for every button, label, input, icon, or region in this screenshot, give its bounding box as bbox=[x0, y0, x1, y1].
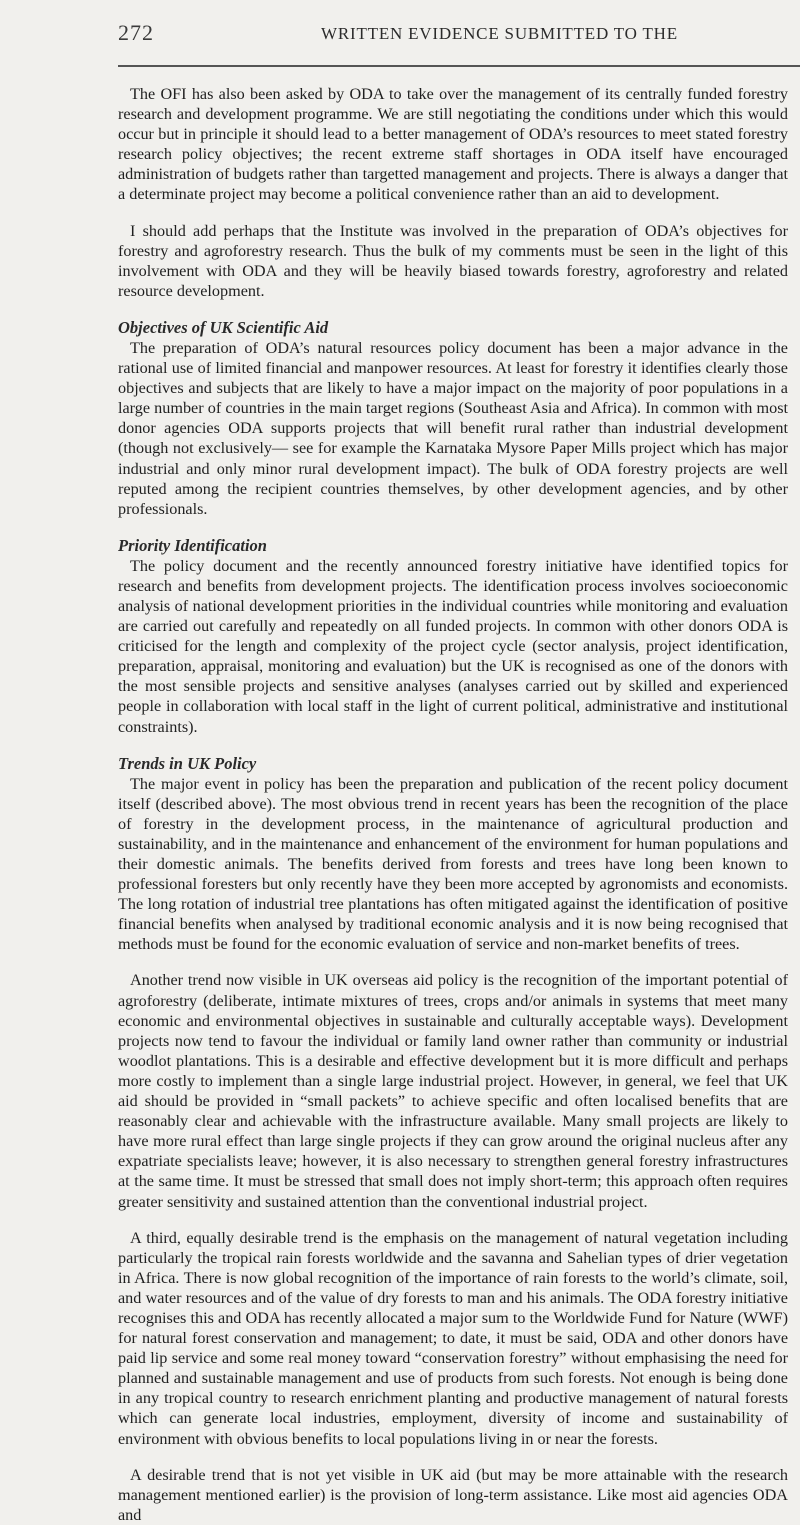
running-title: WRITTEN EVIDENCE SUBMITTED TO THE bbox=[321, 24, 678, 43]
paragraph: A desirable trend that is not yet visible in UK aid (but may be more attainable with the research management mentioned earlier) is the provision of long-term assistance. Like most aid agencies ODA and bbox=[118, 1465, 788, 1524]
paragraph: Another trend now visible in UK overseas aid policy is the recognition of the important potential of agroforestry (deliberate, intimate mixtures of trees, crops and/or animals in systems that meet many economic and environmental objectives in sustainable and culturally acceptable ways). Development projects now tend to favour the individual or family land owner rather than community or industrial woodlot plantations. This is a desirable and effective development but it is more difficult and perhaps more costly to implement than a single large industrial project. However, in general, we feel that UK aid should be provided in “small packets” to achieve specific and often localised benefits that are reasonably clear and achievable with the infrastructure available. Many small projects are likely to have more rural effect than large single projects if they can grow around the original nucleus after any expatriate specialists leave; however, it is also necessary to strengthen general forestry infrastructures at the same time. It must be stressed that small does not imply short-term; this approach often requires greater sensitivity and sustained attention than the conventional industrial project. bbox=[118, 971, 788, 1211]
paragraph-spacer bbox=[118, 1449, 788, 1465]
paragraph: A third, equally desirable trend is the emphasis on the management of natural vegetation including particularly the tropical rain forests worldwide and the savanna and Sahelian types of drier vegetation in Africa. There is now global recognition of the importance of rain forests to the world’s climate, soil, and water resources and of the value of dry forests to man and his animals. The ODA forestry initiative recognises this and ODA has recently allocated a major sum to the Worldwide Fund for Nature (WWF) for natural forest conservation and management; to date, it must be said, ODA and other donors have paid lip service and some real money toward “conservation forestry” without emphasising the need for planned and sustainable management and use of products from such forests. Not enough is being done in any tropical country to research enrichment planting and productive management of natural forests which can generate local industries, employment, diversity of income and sustainability of environment with obvious benefits to local populations living in or near the forests. bbox=[118, 1228, 788, 1448]
section-heading: Objectives of UK Scientific Aid bbox=[118, 317, 329, 337]
paragraph-spacer bbox=[118, 519, 788, 535]
paragraph: The preparation of ODA’s natural resources policy document has been a major advance in the rational use of limited financial and manpower resources. At least for forestry it identifies clearly those objectives and subjects that are likely to have a major impact on the majority of poor populations in a large number of countries in the main target regions (Southeast Asia and Africa). In common with most donor agencies ODA supports projects that will benefit rural rather than industrial development (though not exclusively— see for example the Karnataka Mysore Paper Mills project which has major industrial and only minor rural development impact). The bulk of ODA forestry projects are well reputed among the recipient countries themselves, by other development agencies, and by other professionals. bbox=[118, 338, 788, 518]
paragraph: The major event in policy has been the preparation and publication of the recent policy document itself (described above). The most obvious trend in recent years has been the recognition of the place of forestry in the development process, in the maintenance of agricultural production and sustainability, and in the maintenance and enhancement of the environment for human populations and their domestic animals. The benefits derived from forests and trees have long been known to professional foresters but only recently have they been more accepted by agronomists and economists. The long rotation of industrial tree plantations has often mitigated against the identification of positive financial benefits when analysed by traditional economic analysis and it is now being recognised that methods must be found for the economic evaluation of service and non-market benefits of trees. bbox=[118, 774, 788, 954]
paragraph-spacer bbox=[118, 205, 788, 221]
paragraph-spacer bbox=[118, 301, 788, 317]
paragraph-spacer bbox=[118, 954, 788, 970]
page-header bbox=[0, 0, 800, 74]
section-heading: Trends in UK Policy bbox=[118, 753, 257, 773]
paragraph-spacer bbox=[118, 737, 788, 753]
section-heading: Priority Identification bbox=[118, 535, 267, 555]
header-rule bbox=[118, 65, 800, 67]
paragraph-spacer bbox=[118, 1212, 788, 1228]
document-body bbox=[118, 84, 788, 1525]
page-number: 272 bbox=[118, 20, 154, 45]
paragraph: I should add perhaps that the Institute was involved in the preparation of ODA’s objectives for forestry and agroforestry research. Thus the bulk of my comments must be seen in the light of this involvement with ODA and they will be heavily biased towards forestry, agroforestry and related resource development. bbox=[118, 221, 788, 300]
paragraph: The OFI has also been asked by ODA to take over the management of its centrally funded forestry research and development programme. We are still negotiating the conditions under which this would occur but in principle it should lead to a better management of ODA’s resources to meet stated forestry research policy objectives; the recent extreme staff shortages in ODA itself have encouraged administration of budgets rather than targetted management and projects. There is always a danger that a determinate project may become a political convenience rather than an aid to development. bbox=[118, 85, 788, 204]
paragraph: The policy document and the recently announced forestry initiative have identified topics for research and benefits from development projects. The identification process involves socioeconomic analysis of national development priorities in the individual countries while monitoring and evaluation are carried out carefully and repeatedly on all funded projects. In common with other donors ODA is criticised for the length and complexity of the project cycle (sector analysis, project identification, preparation, appraisal, monitoring and evaluation) but the UK is recognised as one of the donors with the most sensible projects and sensitive analyses (analyses carried out by skilled and experienced people in collaboration with local staff in the light of current political, administrative and institutional constraints). bbox=[118, 556, 788, 736]
